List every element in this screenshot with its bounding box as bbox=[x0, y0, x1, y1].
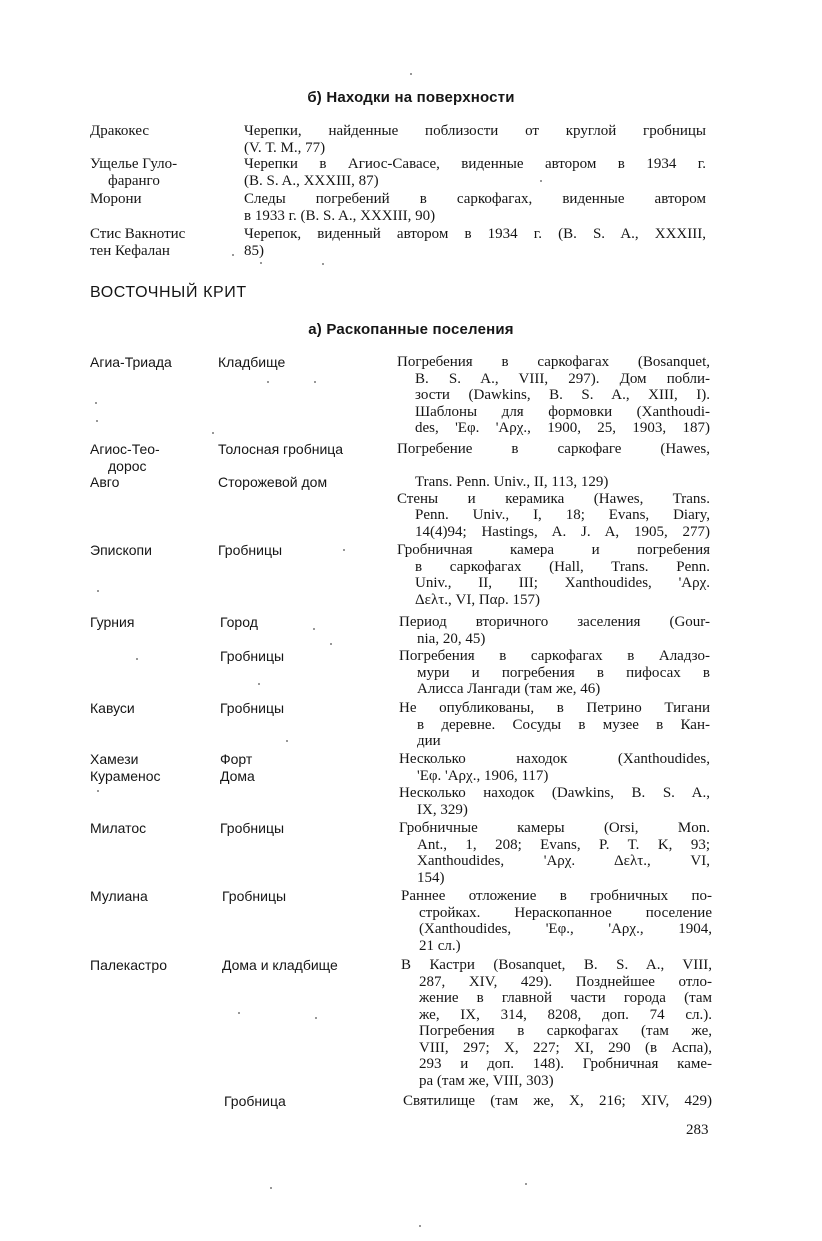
place-line: Милатос bbox=[90, 820, 147, 836]
desc-line: nia, 20, 45) bbox=[417, 630, 486, 647]
place-line: Эпископи bbox=[90, 542, 152, 558]
desc-line: Погребения в саркофагах (там же, bbox=[419, 1023, 712, 1039]
place-cell bbox=[90, 751, 216, 768]
desc-line: 'Εφ. 'Αρχ., 1906, 117) bbox=[417, 767, 549, 784]
desc-line: ра (там же, VIII, 303) bbox=[419, 1072, 554, 1089]
place-line: Хамези bbox=[90, 751, 139, 767]
place-line: фаранго bbox=[108, 172, 160, 189]
section-b-desc bbox=[244, 123, 706, 156]
desc-cell bbox=[399, 648, 710, 698]
desc-cell bbox=[399, 785, 710, 818]
place-line: дорос bbox=[108, 457, 147, 474]
desc-line: Погребение в саркофаге (Hawes, bbox=[397, 441, 710, 457]
print-speck bbox=[286, 740, 288, 742]
place-line: Дракокес bbox=[90, 123, 150, 139]
desc-cell bbox=[399, 751, 710, 784]
desc-line: Несколько находок (Xanthoudides, bbox=[399, 751, 710, 767]
desc-line: Trans. Penn. Univ., II, 113, 129) bbox=[415, 474, 609, 490]
desc-line: Гробничные камеры (Orsi, Mon. bbox=[399, 820, 710, 836]
desc-line: Раннее отложение в гробничных по- bbox=[401, 888, 712, 904]
print-speck bbox=[525, 1183, 527, 1185]
type-cell: Город bbox=[220, 614, 258, 630]
desc-line: Гробничная камера и погребения bbox=[397, 542, 710, 558]
print-speck bbox=[260, 262, 262, 264]
place-cell bbox=[90, 474, 216, 491]
desc-line: жение в главной части города (там bbox=[419, 990, 712, 1006]
place-cell bbox=[90, 441, 216, 474]
print-speck bbox=[330, 643, 332, 645]
place-line: тен Кефалан bbox=[90, 242, 170, 259]
section-b-place bbox=[90, 226, 240, 259]
place-cell bbox=[90, 820, 216, 837]
desc-line: VIII, 297; X, 227; XI, 290 (в Аспа), bbox=[419, 1039, 712, 1056]
print-speck bbox=[270, 1187, 272, 1189]
section-b-place bbox=[90, 191, 240, 208]
print-speck bbox=[238, 1012, 240, 1014]
print-speck bbox=[410, 73, 412, 75]
region-title: ВОСТОЧНЫЙ КРИТ bbox=[90, 284, 247, 301]
desc-line: дии bbox=[417, 733, 441, 749]
desc-line: Penn. Univ., I, 18; Evans, Diary, bbox=[415, 507, 710, 523]
desc-line: 154) bbox=[417, 869, 445, 886]
place-line: Гурния bbox=[90, 614, 135, 630]
desc-line: 287, XIV, 429). Позднейшее отло- bbox=[419, 973, 712, 990]
desc-line: Погребения в саркофагах в Аладзо- bbox=[399, 648, 710, 664]
desc-line: (V. Т. М., 77) bbox=[244, 139, 326, 156]
place-line: Агиа-Триада bbox=[90, 354, 172, 370]
desc-line: в саркофагах (Hall, Trans. Penn. bbox=[415, 558, 710, 575]
place-line: Палекастро bbox=[90, 957, 168, 973]
print-speck bbox=[314, 381, 316, 383]
desc-cell bbox=[399, 820, 710, 886]
desc-line: des, 'Εφ. 'Αρχ., 1900, 25, 1903, 187) bbox=[415, 420, 710, 436]
place-line: Агиос-Тео- bbox=[90, 441, 160, 457]
desc-line: Алисса Лангади (там же, 46) bbox=[417, 681, 601, 697]
section-a-heading: а) Раскопанные поселения bbox=[308, 321, 514, 338]
place-cell bbox=[90, 768, 216, 785]
section-b-heading: б) Находки на поверхности bbox=[307, 89, 515, 106]
desc-line: 21 сл.) bbox=[419, 937, 461, 954]
desc-line: B. S. A., VIII, 297). Дом побли- bbox=[415, 370, 710, 387]
print-speck bbox=[97, 790, 99, 792]
desc-cell bbox=[397, 474, 710, 540]
desc-cell bbox=[397, 354, 710, 437]
type-cell: Гробницы bbox=[218, 542, 283, 558]
print-speck bbox=[540, 180, 542, 182]
type-cell: Гробницы bbox=[220, 820, 285, 836]
print-speck bbox=[315, 1017, 317, 1019]
place-cell bbox=[90, 888, 216, 905]
place-line: Ущелье Гуло- bbox=[90, 156, 178, 172]
type-cell: Дома и кладбище bbox=[222, 957, 338, 973]
desc-line: 85) bbox=[244, 242, 264, 259]
print-speck bbox=[258, 683, 260, 685]
desc-line: Стены и керамика (Hawes, Trans. bbox=[397, 490, 710, 507]
desc-line: Святилище (там же, X, 216; XIV, 429) bbox=[403, 1093, 712, 1109]
place-line: Кавуси bbox=[90, 700, 135, 716]
desc-line: Шаблоны для формовки (Xanthoudi- bbox=[415, 403, 710, 420]
print-speck bbox=[419, 1225, 421, 1227]
place-cell bbox=[90, 542, 216, 559]
desc-line: (Xanthoudides, 'Εφ., 'Αρχ., 1904, bbox=[419, 921, 712, 937]
section-b-desc bbox=[244, 191, 706, 224]
desc-cell bbox=[397, 441, 710, 458]
print-speck bbox=[267, 381, 269, 383]
type-cell: Дома bbox=[220, 768, 255, 784]
type-cell: Гробницы bbox=[222, 888, 287, 904]
section-b-place bbox=[90, 156, 240, 189]
print-speck bbox=[136, 658, 138, 660]
page-number: 283 bbox=[686, 1122, 709, 1138]
desc-line: в деревне. Сосуды в музее в Кан- bbox=[417, 716, 710, 733]
desc-line: Xanthoudides, 'Αρχ. Δελτ., VI, bbox=[417, 853, 710, 869]
place-line: Морони bbox=[90, 191, 142, 207]
type-cell: Гробницы bbox=[220, 648, 285, 664]
type-cell: Толосная гробница bbox=[218, 441, 344, 457]
desc-line: зости (Dawkins, B. S. A., XIII, I). bbox=[415, 387, 710, 403]
desc-line: Следы погребений в саркофагах, виденные автором bbox=[244, 191, 706, 207]
desc-line: мури и погребения в пифосах в bbox=[417, 664, 710, 681]
print-speck bbox=[322, 263, 324, 265]
place-line: Стис Вакнотис bbox=[90, 226, 186, 242]
type-cell: Гробницы bbox=[220, 700, 285, 716]
place-cell bbox=[90, 354, 216, 371]
desc-line: Черепок, виденный автором в 1934 г. (B. S. A., XXXIII, bbox=[244, 226, 706, 242]
print-speck bbox=[212, 432, 214, 434]
desc-line: В Кастри (Bosanquet, B. S. A., VIII, bbox=[401, 957, 712, 973]
place-cell bbox=[90, 957, 216, 974]
desc-line: Несколько находок (Dawkins, B. S. A., bbox=[399, 785, 710, 801]
section-b-desc bbox=[244, 226, 706, 259]
desc-line: же, IX, 314, 8208, доп. 74 сл.). bbox=[419, 1006, 712, 1023]
desc-line: стройках. Нераскопанное поселение bbox=[419, 904, 712, 921]
desc-line: Черепки, найденные поблизости от круглой гробницы bbox=[244, 123, 706, 139]
desc-cell bbox=[401, 957, 712, 1089]
desc-line: Ant., 1, 208; Evans, P. T. K, 93; bbox=[417, 836, 710, 853]
place-cell bbox=[90, 700, 216, 717]
type-cell: Сторожевой дом bbox=[218, 474, 328, 490]
section-b-place bbox=[90, 123, 240, 140]
place-cell bbox=[90, 614, 216, 631]
type-cell: Форт bbox=[220, 751, 253, 767]
desc-line: Погребения в саркофагах (Bosanquet, bbox=[397, 354, 710, 370]
desc-line: Период вторичного заселения (Gour- bbox=[399, 614, 710, 630]
desc-cell bbox=[399, 700, 710, 750]
print-speck bbox=[95, 402, 97, 404]
desc-line: (B. S. A., XXXIII, 87) bbox=[244, 172, 379, 189]
desc-cell bbox=[397, 542, 710, 608]
desc-cell bbox=[401, 888, 712, 954]
desc-line: 14(4)94; Hastings, A. J. A, 1905, 277) bbox=[415, 523, 710, 540]
print-speck bbox=[96, 420, 98, 422]
desc-line: IX, 329) bbox=[417, 801, 468, 818]
place-line: Мулиана bbox=[90, 888, 148, 904]
desc-line: в 1933 г. (B. S. A., XXXIII, 90) bbox=[244, 207, 436, 224]
section-b-desc bbox=[244, 156, 706, 189]
desc-line: Черепки в Агиос-Савасе, виденные автором в 1934 г. bbox=[244, 156, 706, 172]
print-speck bbox=[313, 628, 315, 630]
print-speck bbox=[343, 549, 345, 551]
place-line: Кураменос bbox=[90, 768, 161, 784]
desc-line: 293 и доп. 148). Гробничная каме- bbox=[419, 1056, 712, 1072]
desc-line: Не опубликованы, в Петрино Тигани bbox=[399, 700, 710, 716]
type-cell: Кладбище bbox=[218, 354, 286, 370]
desc-line: Δελτ., VI, Παρ. 157) bbox=[415, 591, 540, 608]
desc-cell bbox=[403, 1093, 712, 1110]
desc-line: Univ., II, III; Xanthoudides, 'Αρχ. bbox=[415, 575, 710, 591]
desc-cell bbox=[399, 614, 710, 647]
print-speck bbox=[97, 590, 99, 592]
type-cell: Гробница bbox=[224, 1093, 286, 1109]
print-speck bbox=[232, 254, 234, 256]
place-line: Авго bbox=[90, 474, 120, 490]
